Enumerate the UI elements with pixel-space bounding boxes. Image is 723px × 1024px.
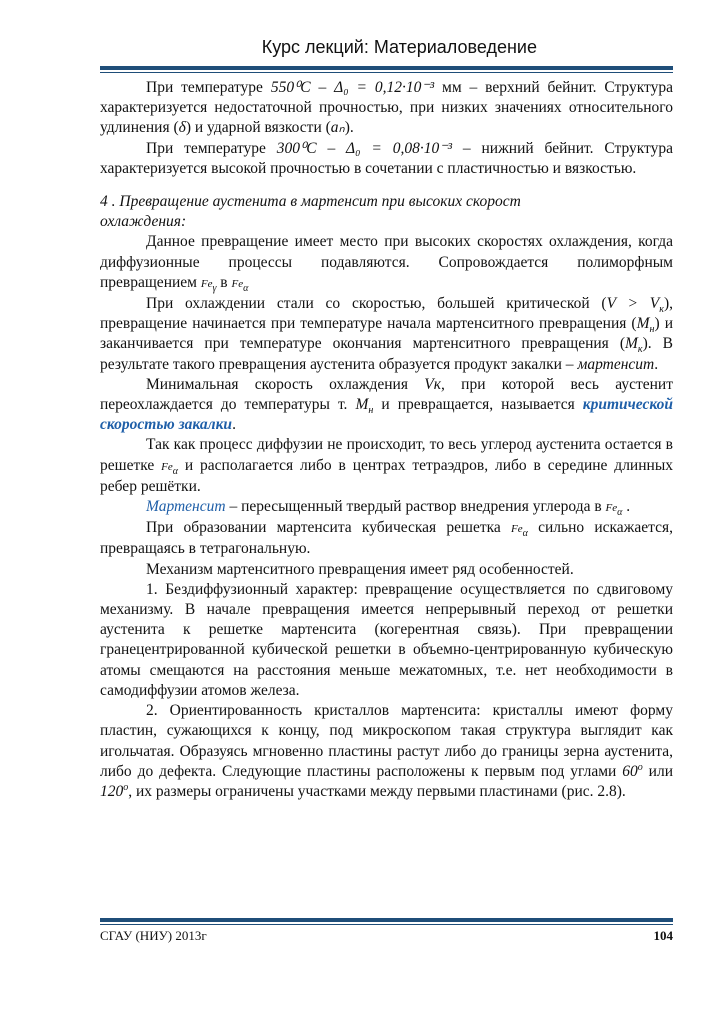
paragraph-transformation: Данное превращение имеет место при высоких скоростях охлаждения, когда диффузионные процессы подавляются. Сопровождается полиморфным превращением $Fe_\gamma$ в $Fe_\alpha$ [100, 233, 673, 294]
paragraph-critical-speed: Минимальная скорость охлаждения Vк, при которой весь аустенит переохлаждается до температуры т. $М_н$ и превращается, называется критической скоростью закалки. [100, 375, 673, 434]
term-martensite: мартенсит [577, 355, 655, 373]
footer-institution: СГАУ (НИУ) 2013г [100, 928, 207, 943]
paragraph-diffusion: Так как процесс диффузии не происходит, то весь углерод аустенита остается в решетке $Fe_\alpha$ и располагается либо в центрах тетраэдров, либо в середине длинных ребер решётки. [100, 436, 673, 495]
page-content [100, 78, 673, 802]
page-header-title: Курс лекций: Материаловедение [261, 37, 537, 57]
paragraph-cooling: При охлаждении стали со скоростью, большей критической $(V > V_к)$, превращение начинается при температуре начала мартенситного превращения $(М_н)$ и заканчивается при температуре окончания мартенситного превращения $(М_к)$. В результате такого превращения аустенита образуется продукт закалки – мартенсит. [100, 295, 674, 373]
paragraph-lower-bainite: При температуре 300⁰С – Δ₀ = 0,08·10⁻³ – нижний бейнит. Структура характеризуется высокой прочностью в сочетании с пластичностью и вязкостью. [100, 139, 674, 177]
paragraph-martensite-definition: Мартенсит – пересыщенный твердый раствор внедрения углерода в $Fe_\alpha$ . [146, 498, 631, 519]
term-critical-speed: критической скоростью закалки [100, 396, 673, 434]
paragraph-lattice: При образовании мартенсита кубическая решетка $Fe_\alpha$ сильно искажается, превращаясь в тетрагональную. [100, 519, 673, 558]
ak-symbol: aₙ [330, 119, 345, 137]
term-martensite-definition: Мартенсит [146, 498, 226, 516]
header-rule-thick [100, 66, 673, 70]
delta-symbol: δ [178, 119, 186, 137]
header-rule-thin [100, 72, 673, 73]
paragraph-feature-2: 2. Ориентированность кристаллов мартенсита: кристаллы имеют форму пластин, сужающихся к концу, под микроскопом такая структура выглядит как игольчатая. Образуясь мгновенно пластины растут либо до границы зерна аустенита, либо до дефекта. Следующие пластины расположены к первым под углами 60$^o$ или 120$^o$, их размеры ограничены участками между первыми пластинами (рис. 2.8). [100, 702, 673, 800]
spacer [100, 179, 673, 192]
paragraph-upper-bainite: При температуре 550⁰С – Δ₀ = 0,12·10⁻³ мм – верхний бейнит. Структура характеризуется недостаточной прочностью, при низких значениях относительного удлинения (δ) и ударной вязкости (aₙ). [100, 79, 673, 137]
formula-300: 300⁰С – Δ₀ = 0,08·10⁻³ [276, 139, 453, 157]
section-heading-line1: 4 . Превращение аустенита в мартенсит при высоких скорост [100, 193, 521, 211]
footer-rule-thin [100, 924, 673, 925]
formula-550: 550⁰С – Δ₀ = 0,12·10⁻³ [270, 79, 435, 96]
footer-rule-thick [100, 918, 673, 922]
section-heading-line2: охлаждения: [100, 213, 187, 231]
paragraph-feature-1: 1. Бездиффузионный характер: превращение осуществляется по сдвиговому механизму. В начале превращения имеется непрерывный переход от решетки аустенита к решетке мартенсита (когерентная связь). При превращении гранецентрированной кубической решетки в объемно-центрированную кубическую атомы смещаются на расстояния меньше межатомных, т.е. нет необходимости в самодиффузии атомов железа. [100, 580, 673, 699]
page-number: 104 [653, 928, 673, 943]
paragraph-mechanism: Механизм мартенситного превращения имеет ряд особенностей. [146, 560, 574, 578]
